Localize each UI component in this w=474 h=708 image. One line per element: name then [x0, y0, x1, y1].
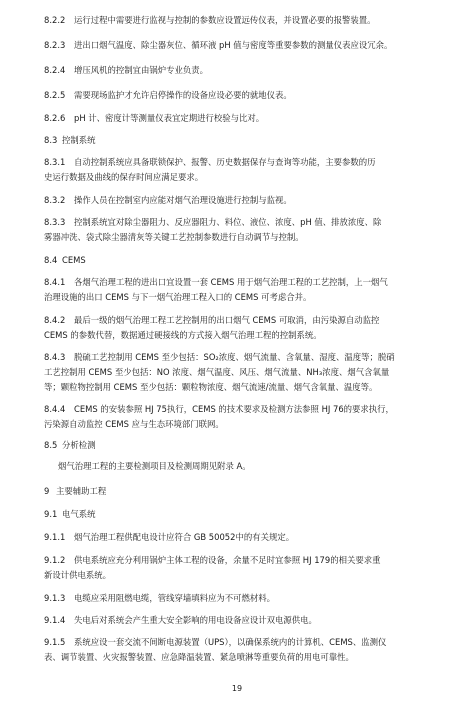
clause-8-3-3-cont: 雾器冲洗、袋式除尘器清灰等关键工艺控制参数进行自动调节与控制。 — [44, 232, 304, 242]
clause-9-1-4: 9.1.4 失电后对系统会产生重大安全影响的用电设备应设计双电源供电。 — [44, 615, 317, 625]
heading-9: 9 主要辅助工程 — [44, 486, 107, 496]
clause-8-2-5: 8.2.5 需要现场监护才允许启停操作的设备应设必要的就地仪表。 — [44, 90, 292, 100]
clause-9-1-5-cont: 表、调节装置、火灾报警装置、应急降温装置、紧急喷淋等重要负荷的用电可靠性。 — [44, 652, 354, 662]
clause-8-4-4: 8.4.4 CEMS 的安装参照 HJ 75执行，CEMS 的技术要求及检测方法参照 HJ 76的要求执行， — [44, 404, 394, 414]
clause-8-4-4-cont: 污染源自动监控 CEMS 应与生态环境部门联网。 — [44, 419, 224, 429]
clause-8-2-4: 8.2.4 增压风机的控制宜由锅炉专业负责。 — [44, 65, 208, 75]
page-number: 19 — [231, 684, 243, 693]
clause-9-1-2-cont: 新设计供电系统。 — [44, 570, 111, 580]
heading-8-3: 8.3 控制系统 — [44, 135, 96, 145]
heading-8-5: 8.5 分析检测 — [44, 440, 96, 450]
clause-8-2-2: 8.2.2 运行过程中需要进行监视与控制的参数应设置远传仪表，并设置必要的报警装置。 — [44, 15, 376, 25]
clause-8-4-1: 8.4.1 各烟气治理工程的进出口宜设置一套 CEMS 用于烟气治理工程的工艺控制，上一烟气 — [44, 277, 388, 287]
clause-8-3-1-cont: 史运行数据及曲线的保存时间应满足要求。 — [44, 172, 204, 182]
clause-8-4-3-cont-2: 等；颗粒物控制用 CEMS 至少包括：颗粒物浓度、烟气流速/流量、烟气含氧量、温度等。 — [44, 382, 378, 392]
clause-9-1-1: 9.1.1 烟气治理工程供配电设计应符合 GB 50052中的有关规定。 — [44, 532, 295, 542]
clause-8-4-1-cont: 治理设施的出口 CEMS 与下一烟气治理工程入口的 CEMS 可考虑合并。 — [44, 292, 312, 302]
clause-8-2-6: 8.2.6 pH 计、密度计等测量仪表宜定期进行校验与比对。 — [44, 113, 265, 123]
clause-8-4-3: 8.4.3 脱硫工艺控制用 CEMS 至少包括：SO₂浓度、烟气流量、含氧量、湿度、温度等；脱硝 — [44, 352, 395, 362]
heading-8-4: 8.4 CEMS — [44, 255, 86, 265]
heading-9-1: 9.1 电气系统 — [44, 509, 96, 519]
clause-8-4-2: 8.4.2 最后一级的烟气治理工程工艺控制用的出口烟气 CEMS 可取消，由污染源自动监控 — [44, 315, 380, 325]
clause-8-4-3-cont-1: 工艺控制用 CEMS 至少包括：NO 浓度、烟气温度、风压、烟气流量、NH₃浓度、烟气含氧量 — [44, 367, 390, 377]
clause-8-2-3: 8.2.3 进出口烟气温度、除尘器灰位、循环液 pH 值与密度等重要参数的测量仪表应设冗余。 — [44, 40, 393, 50]
clause-9-1-5: 9.1.5 系统应设一套交流不间断电源装置（UPS），以确保系统内的计算机、CEMS、监测仪 — [44, 637, 387, 647]
clause-8-5-text: 烟气治理工程的主要检测项目及检测周期见附录 A。 — [58, 461, 251, 471]
clause-8-3-3: 8.3.3 控制系统宜对除尘器阻力、反应器阻力、料位、液位、浓度、pH 值、排放浓度、除 — [44, 217, 382, 227]
clause-9-1-2: 9.1.2 供电系统应充分利用锅炉主体工程的设备，余量不足时宜参照 HJ 179的相关要求重 — [44, 555, 381, 565]
clause-8-3-1: 8.3.1 自动控制系统应具备联锁保护、报警、历史数据保存与查询等功能，主要参数的历 — [44, 157, 376, 167]
clause-8-4-2-cont: CEMS 的参数代替，数据通过硬接线的方式接入烟气治理工程的控制系统。 — [44, 330, 322, 340]
clause-8-3-2: 8.3.2 操作人员在控制室内应能对烟气治理设施进行控制与监视。 — [44, 195, 292, 205]
clause-9-1-3: 9.1.3 电缆应采用阻燃电缆，管线穿墙填料应为不可燃材料。 — [44, 593, 275, 603]
